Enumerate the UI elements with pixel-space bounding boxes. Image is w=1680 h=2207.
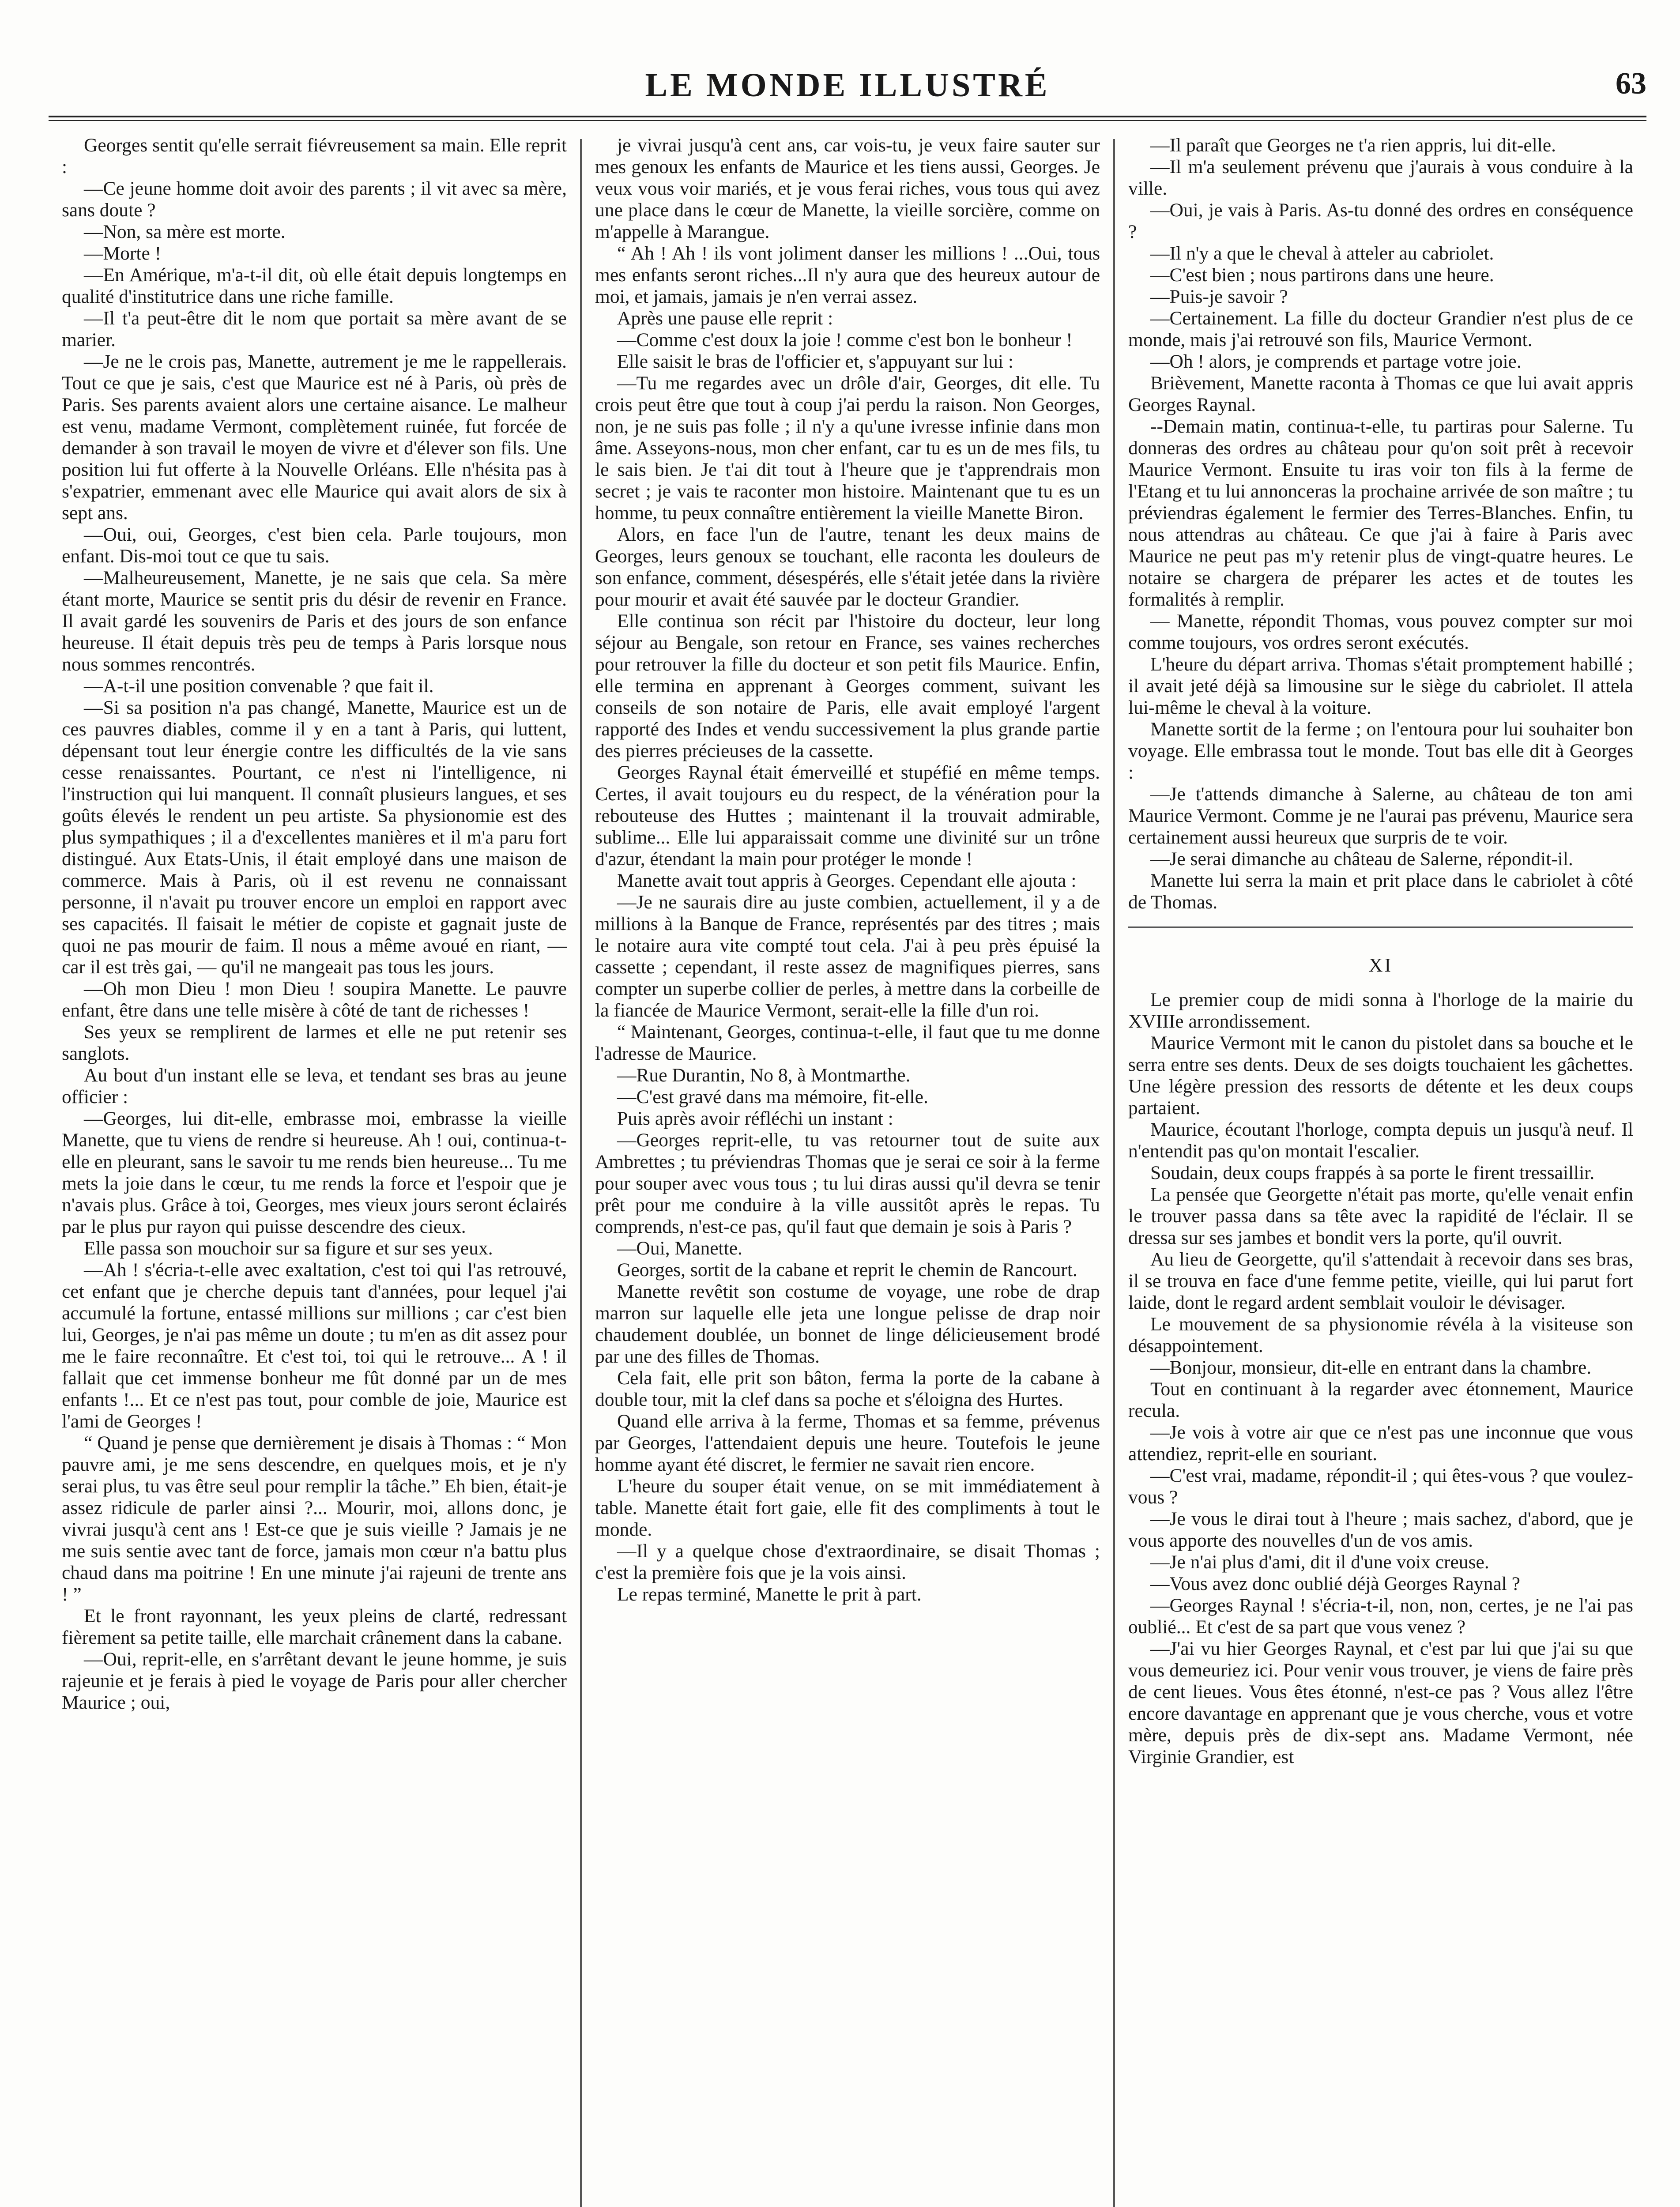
paragraph: —Je ne saurais dire au juste combien, actuellement, il y a de millions à la Banque de France, représentés par des titres ; mais le notaire aura vite compté tout cela. J'ai à peu près épuisé la cassette ; cependant, il reste assez de magnifiques pierres, sans compter un superbe collier de perles, à mettre dans la corbeille de la fiancée de Maurice Vermont, serait-elle la fille d'un roi.: [595, 892, 1100, 1021]
paragraph: —Si sa position n'a pas changé, Manette, Maurice est un de ces pauvres diables, comme il y en a tant à Paris, qui luttent, dépensant tout leur énergie contre les difficultés de la vie sans cesse renaissantes. Pourtant, ce n'est ni l'intelligence, ni l'instruction qui lui manquent. Il connaît plusieurs langues, et ses goûts élevés le rendent un peu artiste. Sa physionomie est des plus sympathiques ; il a d'excellentes manières et il m'a paru fort distingué. Aux Etats-Unis, il était employé dans une maison de commerce. Mais à Paris, où il est revenu ne connaissant personne, il n'avait pu trouver encore un emploi en rapport avec ses capacités. Il faisait le métier de copiste et gagnait juste de quoi ne pas mourir de faim. Il nous a même avoué en riant, — car il est très gai, — qu'il ne mangeait pas tous les jours.: [62, 697, 567, 978]
paragraph: —Malheureusement, Manette, je ne sais que cela. Sa mère étant morte, Maurice se sentit pris du désir de revenir en France. Il avait gardé les souvenirs de Paris et des jours de son enfance heureuse. Il était depuis très peu de temps à Paris lorsque nous nous sommes rencontrés.: [62, 567, 567, 675]
paragraph: —Je vous le dirai tout à l'heure ; mais sachez, d'abord, que je vous apporte des nouvelles d'un de vos amis.: [1128, 1508, 1633, 1551]
paragraph: Manette lui serra la main et prit place dans le cabriolet à côté de Thomas.: [1128, 870, 1633, 913]
paragraph: Georges Raynal était émerveillé et stupéfié en même temps. Certes, il avait toujours eu du respect, de la vénération pour la rebouteuse des Huttes ; maintenant il la trouvait admirable, sublime... Elle lui apparaissait comme une divinité sur un trône d'azur, étendant la main pour protéger le monde !: [595, 762, 1100, 870]
paragraph: —C'est gravé dans ma mémoire, fit-elle.: [617, 1086, 928, 1107]
paragraph: Elle passa son mouchoir sur sa figure et sur ses yeux.: [84, 1238, 493, 1259]
paragraph: Cela fait, elle prit son bâton, ferma la porte de la cabane à double tour, mit la clef dans sa poche et s'éloigna des Hurtes.: [595, 1367, 1100, 1410]
paragraph: —Il t'a peut-être dit le nom que portait sa mère avant de se marier.: [62, 308, 567, 350]
paragraph: —Je serai dimanche au château de Salerne, répondit-il.: [1150, 848, 1573, 870]
paragraph: Manette sortit de la ferme ; on l'entoura pour lui souhaiter bon voyage. Elle embrassa tout le monde. Tout bas elle dit à Georges :: [1128, 719, 1633, 783]
paragraph: —Vous avez donc oublié déjà Georges Raynal ?: [1150, 1573, 1520, 1594]
paragraph: Et le front rayonnant, les yeux pleins de clarté, redressant fièrement sa petite taille, elle marchait crânement dans la cabane.: [62, 1605, 567, 1648]
paragraph: “ Ah ! Ah ! ils vont joliment danser les millions ! ...Oui, tous mes enfants seront riches...Il n'y aura que des heureux autour de moi, et jamais, jamais je n'en verrai assez.: [595, 243, 1100, 307]
header-rule: [49, 116, 1646, 117]
text-columns: [49, 135, 1646, 2207]
paragraph: —En Amérique, m'a-t-il dit, où elle était depuis longtemps en qualité d'institutrice dans une riche famille.: [62, 264, 567, 307]
paragraph: L'heure du départ arriva. Thomas s'était promptement habillé ; il avait jeté déjà sa limousine sur le siège du cabriolet. Il attela lui-même le cheval à la voiture.: [1128, 654, 1633, 718]
page-number: 63: [1616, 67, 1646, 101]
paragraph: —Oui, oui, Georges, c'est bien cela. Parle toujours, mon enfant. Dis-moi tout ce que tu sais.: [62, 524, 567, 567]
paragraph: —Tu me regardes avec un drôle d'air, Georges, dit elle. Tu crois peut être que tout à coup j'ai perdu la raison. Non Georges, non, je ne suis pas folle ; il n'y a qu'une ivresse infinie dans mon âme. Asseyons-nous, mon cher enfant, car tu es un de mes fils, tu le sais bien. Je t'ai dit tout à l'heure que je t'apprendrais mon secret ; je vais te raconter mon histoire. Maintenant que tu es un homme, tu peux connaître entièrement la vieille Manette Biron.: [595, 373, 1100, 524]
column-3: [1115, 135, 1646, 2207]
paragraph: —A-t-il une position convenable ? que fait il.: [84, 675, 434, 697]
paragraph: —Non, sa mère est morte.: [84, 221, 286, 242]
paragraph: Brièvement, Manette raconta à Thomas ce que lui avait appris Georges Raynal.: [1128, 373, 1633, 415]
paragraph: Maurice, écoutant l'horloge, compta depuis un jusqu'à neuf. Il n'entendit pas qu'on montait l'escalier.: [1128, 1119, 1633, 1162]
paragraph: —Oh ! alors, je comprends et partage votre joie.: [1150, 351, 1522, 372]
paragraph: —Ce jeune homme doit avoir des parents ; il vit avec sa mère, sans doute ?: [62, 178, 567, 221]
paragraph: —Georges Raynal ! s'écria-t-il, non, non, certes, je ne l'ai pas oublié... Et c'est de sa part que vous venez ?: [1128, 1595, 1633, 1638]
paragraph: —Puis-je savoir ?: [1150, 286, 1288, 307]
paragraph: Le mouvement de sa physionomie révéla à la visiteuse son désappointement.: [1128, 1314, 1633, 1356]
paragraph: —Ah ! s'écria-t-elle avec exaltation, c'est toi qui l'as retrouvé, cet enfant que je cherche depuis tant d'années, pour lequel j'ai accumulé la fortune, entassé millions sur millions ; car c'est bien lui, Georges, je n'ai pas même un doute ; tu m'en as dit assez pour me le faire reconnaître. Et c'est toi, toi qui le retrouve... A ! il fallait que cet immense bonheur me fût donné par un de mes enfants !... Et ce n'est pas tout, pour comble de joie, Maurice est l'ami de Georges !: [62, 1259, 567, 1432]
chapter-rule: [1128, 926, 1633, 928]
paragraph: Après une pause elle reprit :: [617, 308, 833, 329]
paragraph: —Je ne le crois pas, Manette, autrement je me le rappellerais. Tout ce que je sais, c'est que Maurice est né à Paris, où près de Paris. Ses parents avaient alors une certaine aisance. Le malheur est venu, madame Vermont, complètement ruinée, fut forcée de demander à son travail le moyen de vivre et d'élever son fils. Une position lui fut offerte à la Nouvelle Orléans. Elle n'hésita pas à s'expatrier, emmenant avec elle Maurice qui avait alors de six à sept ans.: [62, 351, 567, 524]
paragraph: je vivrai jusqu'à cent ans, car vois-tu, je veux faire sauter sur mes genoux les enfants de Maurice et les tiens aussi, Georges. Je veux vous voir mariés, et je vous ferai riches, vous tous qui avez une place dans le cœur de Manette, la vieille sorcière, comme on m'appelle à Marangue.: [595, 135, 1100, 242]
paragraph: La pensée que Georgette n'était pas morte, qu'elle venait enfin le trouver passa dans sa tête avec la rapidité de l'éclair. Il se dressa sur ses jambes et bondit vers la porte, qu'il ouvrit.: [1128, 1184, 1633, 1248]
paragraph: Le premier coup de midi sonna à l'horloge de la mairie du XVIIIe arrondissement.: [1128, 989, 1633, 1032]
paragraph: --Demain matin, continua-t-elle, tu partiras pour Salerne. Tu donneras des ordres au château pour qu'on soit prêt à recevoir Maurice Vermont. Ensuite tu iras voir ton fils à la ferme de l'Etang et tu lui annonceras la prochaine arrivée de son maître ; tu préviendras également le fermier des Terres-Blanches. Enfin, tu nous attendras au château. Ce que j'ai à faire à Paris avec Maurice ne peut pas m'y retenir plus de vingt-quatre heures. Le notaire se chargera de préparer les actes et de toutes les formalités à remplir.: [1128, 416, 1633, 610]
paragraph: —Il paraît que Georges ne t'a rien appris, lui dit-elle.: [1150, 135, 1556, 156]
paragraph: —Je n'ai plus d'ami, dit il d'une voix creuse.: [1150, 1552, 1489, 1573]
paragraph: —Georges reprit-elle, tu vas retourner tout de suite aux Ambrettes ; tu préviendras Thomas que je serai ce soir à la ferme pour souper avec vous tous ; tu lui diras aussi qu'il devra se tenir prêt pour me conduire à la ville aussitôt après le repas. Tu comprends, n'est-ce pas, qu'il faut que demain je sois à Paris ?: [595, 1130, 1100, 1237]
paragraph: Maurice Vermont mit le canon du pistolet dans sa bouche et le serra entre ses dents. Deux de ses doigts touchaient les gâchettes. Une légère pression des ressorts de détente et les deux coups partaient.: [1128, 1032, 1633, 1119]
paragraph: Quand elle arriva à la ferme, Thomas et sa femme, prévenus par Georges, l'attendaient depuis une heure. Toutefois le jeune homme ayant été discret, le fermier ne savait rien encore.: [595, 1411, 1100, 1475]
paragraph: —Comme c'est doux la joie ! comme c'est bon le bonheur !: [617, 329, 1073, 350]
paragraph: —Je t'attends dimanche à Salerne, au château de ton ami Maurice Vermont. Comme je ne l'aurai pas prévenu, Maurice sera certainement aussi heureux que surpris de te voir.: [1128, 783, 1633, 848]
paragraph: —C'est vrai, madame, répondit-il ; qui êtes-vous ? que voulez-vous ?: [1128, 1465, 1633, 1508]
paragraph: —Oui, je vais à Paris. As-tu donné des ordres en conséquence ?: [1128, 200, 1633, 242]
paragraph: Elle saisit le bras de l'officier et, s'appuyant sur lui :: [617, 351, 1013, 372]
paragraph: —Oh mon Dieu ! mon Dieu ! soupira Manette. Le pauvre enfant, être dans une telle misère à côté de tant de richesses !: [62, 978, 567, 1021]
paragraph: Au bout d'un instant elle se leva, et tendant ses bras au jeune officier :: [62, 1065, 567, 1107]
paragraph: —C'est bien ; nous partirons dans une heure.: [1150, 264, 1494, 286]
paragraph: —Certainement. La fille du docteur Grandier n'est plus de ce monde, mais j'ai retrouvé son fils, Maurice Vermont.: [1128, 308, 1633, 350]
paragraph: —J'ai vu hier Georges Raynal, et c'est par lui que j'ai su que vous demeuriez ici. Pour venir vous trouver, je viens de faire près de cent lieues. Vous êtes étonné, n'est-ce pas ? Vous allez l'être encore davantage en apprenant que je vous cherche, vous et votre mère, depuis près de dix-sept ans. Madame Vermont, née Virginie Grandier, est: [1128, 1638, 1633, 1767]
paragraph: —Il y a quelque chose d'extraordinaire, se disait Thomas ; c'est la première fois que je la vois ainsi.: [595, 1540, 1100, 1583]
paragraph: —Georges, lui dit-elle, embrasse moi, embrasse la vieille Manette, que tu viens de rendre si heureuse. Ah ! oui, continua-t-elle en pleurant, sans le savoir tu me rends bien heureuse... Tu me mets la joie dans le cœur, tu me rends la force et l'espoir que je n'avais plus. Grâce à toi, Georges, mes vieux jours seront éclairés par le plus pur rayon qui puisse descendre des cieux.: [62, 1108, 567, 1237]
paragraph: Soudain, deux coups frappés à sa porte le firent tressaillir.: [1150, 1162, 1595, 1183]
paragraph: —Oui, Manette.: [617, 1238, 742, 1259]
chapter-heading: XI: [1368, 954, 1393, 976]
paragraph: —Je vois à votre air que ce n'est pas une inconnue que vous attendiez, reprit-elle en souriant.: [1128, 1422, 1633, 1465]
paragraph: Ses yeux se remplirent de larmes et elle ne put retenir ses sanglots.: [62, 1021, 567, 1064]
paragraph: —Rue Durantin, No 8, à Montmarthe.: [617, 1065, 911, 1086]
column-2: [582, 135, 1113, 2207]
paragraph: —Morte !: [84, 243, 162, 264]
paragraph: Manette revêtit son costume de voyage, une robe de drap marron sur laquelle elle jeta une longue pelisse de drap noir chaudement doublée, un bonnet de linge délicieusement brodé par une des filles de Thomas.: [595, 1281, 1100, 1367]
paragraph: Georges, sortit de la cabane et reprit le chemin de Rancourt.: [617, 1259, 1077, 1281]
paragraph: Elle continua son récit par l'histoire du docteur, leur long séjour au Bengale, son retour en France, ses vaines recherches pour retrouver la fille du docteur et son petit fils Maurice. Enfin, elle termina en apprenant à Georges comment, suivant les conseils de son notaire de Paris, elle avait employé l'argent rapporté des Indes et vendu successivement la plus grande partie des pierres précieuses de la cassette.: [595, 610, 1100, 761]
paragraph: Georges sentit qu'elle serrait fiévreusement sa main. Elle reprit :: [62, 135, 567, 177]
paragraph: — Manette, répondit Thomas, vous pouvez compter sur moi comme toujours, vos ordres seront exécutés.: [1128, 610, 1633, 653]
paragraph: —Oui, reprit-elle, en s'arrêtant devant le jeune homme, je suis rajeunie et je ferais à pied le voyage de Paris pour aller chercher Maurice ; oui,: [62, 1649, 567, 1713]
paragraph: L'heure du souper était venue, on se mit immédiatement à table. Manette était fort gaie, elle fit des compliments à tout le monde.: [595, 1476, 1100, 1540]
paragraph: Manette avait tout appris à Georges. Cependant elle ajouta :: [617, 870, 1077, 891]
header-rule-secondary: [49, 120, 1646, 121]
paragraph: Puis après avoir réfléchi un instant :: [617, 1108, 893, 1129]
paragraph: “ Quand je pense que dernièrement je disais à Thomas : “ Mon pauvre ami, je me sens descendre, en quelques mois, et je n'y serai plus, tu vas être seul pour remplir la tâche.” Eh bien, était-je assez ridicule de parler ainsi ?... Mourir, moi, allons donc, je vivrai jusqu'à cent ans ! Est-ce que je suis vieille ? Jamais je ne me suis sentie avec tant de force, jamais mon cœur n'a battu plus chaud dans ma poitrine ! En une minute j'ai rajeuni de trente ans ! ”: [62, 1432, 567, 1605]
paragraph: Alors, en face l'un de l'autre, tenant les deux mains de Georges, leurs genoux se touchant, elle raconta les douleurs de son enfance, comment, désespérés, elle s'était jetée dans la rivière pour mourir et avait été sauvée par le docteur Grandier.: [595, 524, 1100, 610]
page-header: [49, 53, 1646, 119]
paragraph: Au lieu de Georgette, qu'il s'attendait à recevoir dans ses bras, il se trouva en face d'une femme petite, vieille, qui lui parut fort laide, dont le regard ardent semblait vouloir le dévisager.: [1128, 1249, 1633, 1313]
paragraph: —Il n'y a que le cheval à atteler au cabriolet.: [1150, 243, 1494, 264]
paragraph: —Bonjour, monsieur, dit-elle en entrant dans la chambre.: [1150, 1357, 1592, 1378]
journal-title: LE MONDE ILLUSTRÉ: [645, 67, 1050, 104]
paragraph: “ Maintenant, Georges, continua-t-elle, il faut que tu me donne l'adresse de Maurice.: [595, 1021, 1100, 1064]
paragraph: Le repas terminé, Manette le prit à part.: [617, 1584, 922, 1605]
paragraph: Tout en continuant à la regarder avec étonnement, Maurice recula.: [1128, 1378, 1633, 1421]
column-1: [49, 135, 580, 2207]
paragraph: —Il m'a seulement prévenu que j'aurais à vous conduire à la ville.: [1128, 156, 1633, 199]
